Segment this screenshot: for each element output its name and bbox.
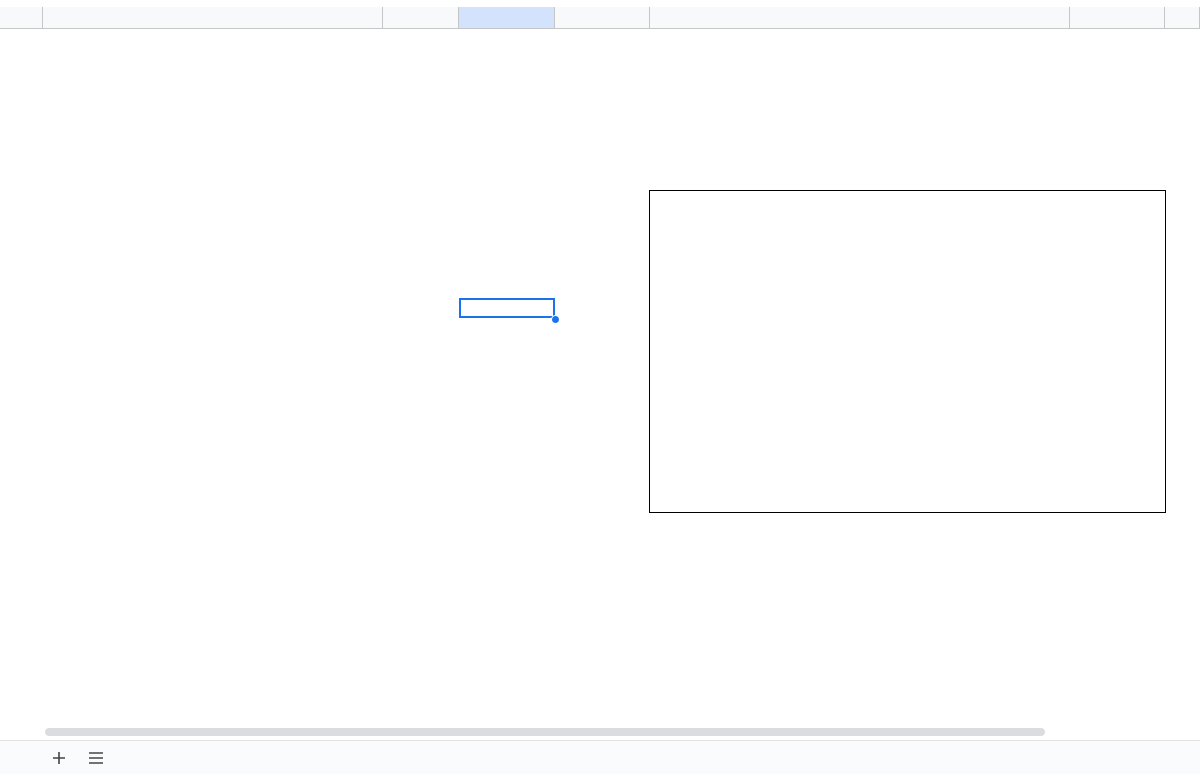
column-header-g[interactable]: [1165, 7, 1200, 29]
add-sheet-button[interactable]: [44, 741, 74, 774]
fill-handle[interactable]: [551, 315, 560, 324]
menu-icon: [88, 752, 104, 764]
select-all-corner[interactable]: [0, 7, 43, 29]
active-cell-selection[interactable]: [459, 298, 555, 318]
explanations-box: [649, 190, 1166, 513]
column-header-a[interactable]: [43, 7, 383, 29]
column-header-b[interactable]: [383, 7, 459, 29]
sheet-tab-bar: [0, 740, 1200, 774]
column-header-e[interactable]: [650, 7, 1070, 29]
column-header-f[interactable]: [1070, 7, 1165, 29]
plus-icon: [52, 751, 66, 765]
all-sheets-button[interactable]: [81, 741, 111, 774]
column-header-c[interactable]: [459, 7, 555, 29]
horizontal-scrollbar[interactable]: [45, 728, 1045, 736]
column-header-d[interactable]: [555, 7, 650, 29]
